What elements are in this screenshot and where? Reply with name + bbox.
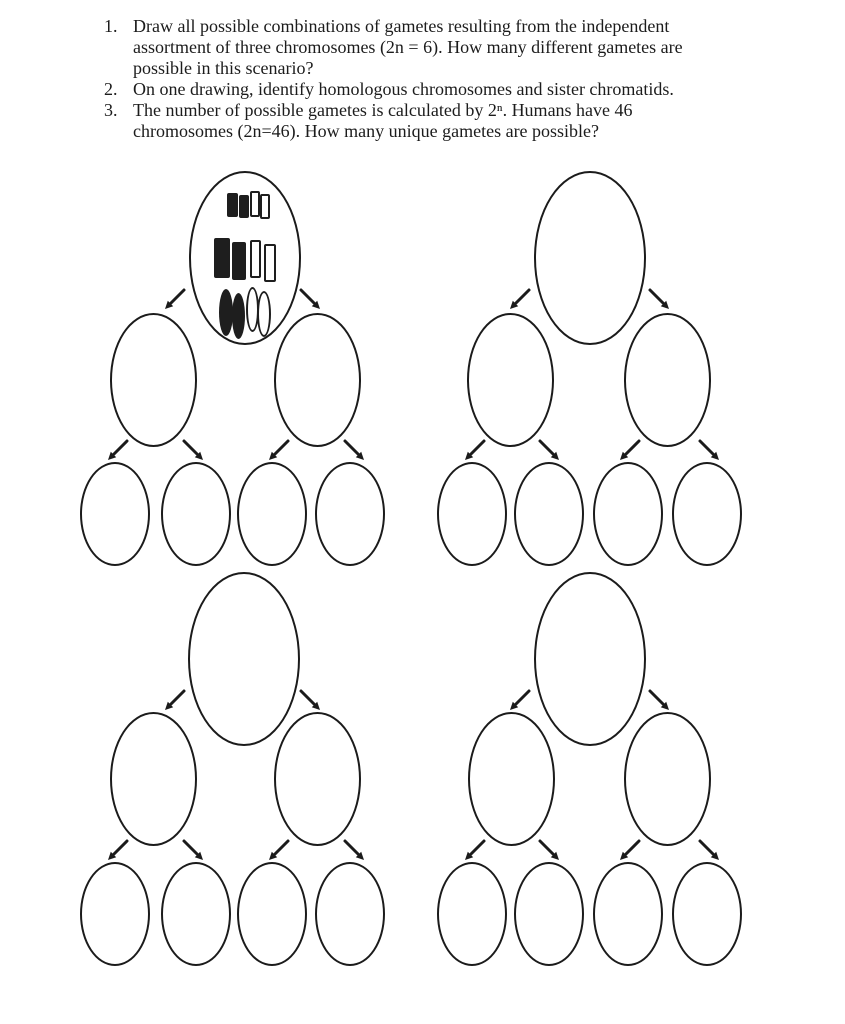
gamete-oval [237,862,307,966]
arrow-down-left-icon [105,837,131,863]
gamete-oval [593,862,663,966]
gamete-tree-top-right [437,171,747,571]
question-text-line: chromosomes (2n=46). How many unique gametes are possible? [133,121,600,141]
secondary-cell-oval [467,313,554,447]
gamete-tree-top-left [80,171,390,571]
parent-cell-oval [534,171,646,345]
gamete-oval [437,862,507,966]
gamete-oval [514,462,584,566]
arrow-down-left-icon [162,687,188,713]
gamete-oval [437,462,507,566]
gamete-oval [237,462,307,566]
gamete-oval [315,862,385,966]
gamete-oval [80,862,150,966]
question-text-line: Draw all possible combinations of gametes resulting from the independent [133,16,670,36]
arrow-down-left-icon [617,837,643,863]
secondary-cell-oval [468,712,555,846]
chromosome-tall-filled-chromatid-1 [214,238,230,278]
question-text [133,16,760,79]
arrow-down-left-icon [162,286,188,312]
chromosome-ellipse-outline-chromatid-2 [257,291,271,337]
chromosome-ellipse-filled-chromatid-1 [219,289,233,336]
arrow-down-left-icon [266,437,292,463]
secondary-cell-oval [624,712,711,846]
chromosome-short-outline-chromatid-2 [260,194,270,219]
secondary-cell-oval [274,712,361,846]
arrow-down-right-icon [646,286,672,312]
arrow-down-right-icon [696,437,722,463]
chromosome-tall-filled-chromatid-2 [232,242,246,280]
chromosome-ellipse-filled-chromatid-2 [232,293,245,339]
question-text-line: On one drawing, identify homologous chromosomes and sister chromatids. [133,79,674,99]
arrow-down-right-icon [341,837,367,863]
question-text-line: assortment of three chromosomes (2n = 6). How many different gametes are [133,37,683,57]
question-text [133,100,760,142]
arrow-down-right-icon [536,837,562,863]
gamete-tree-bottom-left [80,572,390,972]
gamete-oval [593,462,663,566]
question-item-2 [100,79,760,100]
secondary-cell-oval [110,712,197,846]
gamete-tree-bottom-right [437,572,747,972]
parent-cell-oval [189,171,301,345]
arrow-down-left-icon [105,437,131,463]
parent-cell-oval [188,572,300,746]
arrow-down-right-icon [180,837,206,863]
chromosome-short-filled-chromatid-1 [227,193,238,217]
secondary-cell-oval [274,313,361,447]
chromosome-short-filled-chromatid-2 [239,195,249,218]
secondary-cell-oval [624,313,711,447]
arrow-down-right-icon [646,687,672,713]
question-text-line: The number of possible gametes is calculated by 2ⁿ. Humans have 46 [133,100,633,120]
question-list [100,16,760,142]
gamete-oval [514,862,584,966]
secondary-cell-oval [110,313,197,447]
question-text [133,79,760,100]
arrow-down-left-icon [266,837,292,863]
gamete-oval [315,462,385,566]
gamete-oval [161,462,231,566]
arrow-down-right-icon [297,687,323,713]
chromosome-tall-outline-chromatid-1 [250,240,261,278]
question-text-line: possible in this scenario? [133,58,314,78]
arrow-down-left-icon [507,687,533,713]
parent-cell-oval [534,572,646,746]
arrow-down-left-icon [617,437,643,463]
arrow-down-left-icon [462,837,488,863]
chromosome-short-outline-chromatid-1 [250,191,260,217]
gamete-oval [161,862,231,966]
arrow-down-right-icon [180,437,206,463]
question-number: 2. [104,79,118,99]
gamete-oval [672,862,742,966]
arrow-down-left-icon [462,437,488,463]
question-item-3 [100,100,760,142]
question-item-1 [100,16,760,79]
arrow-down-right-icon [297,286,323,312]
arrow-down-right-icon [341,437,367,463]
question-number: 1. [104,16,118,36]
arrow-down-right-icon [536,437,562,463]
chromosome-tall-outline-chromatid-2 [264,244,276,282]
arrow-down-right-icon [696,837,722,863]
arrow-down-left-icon [507,286,533,312]
gamete-oval [672,462,742,566]
question-number: 3. [104,100,118,120]
gamete-oval [80,462,150,566]
